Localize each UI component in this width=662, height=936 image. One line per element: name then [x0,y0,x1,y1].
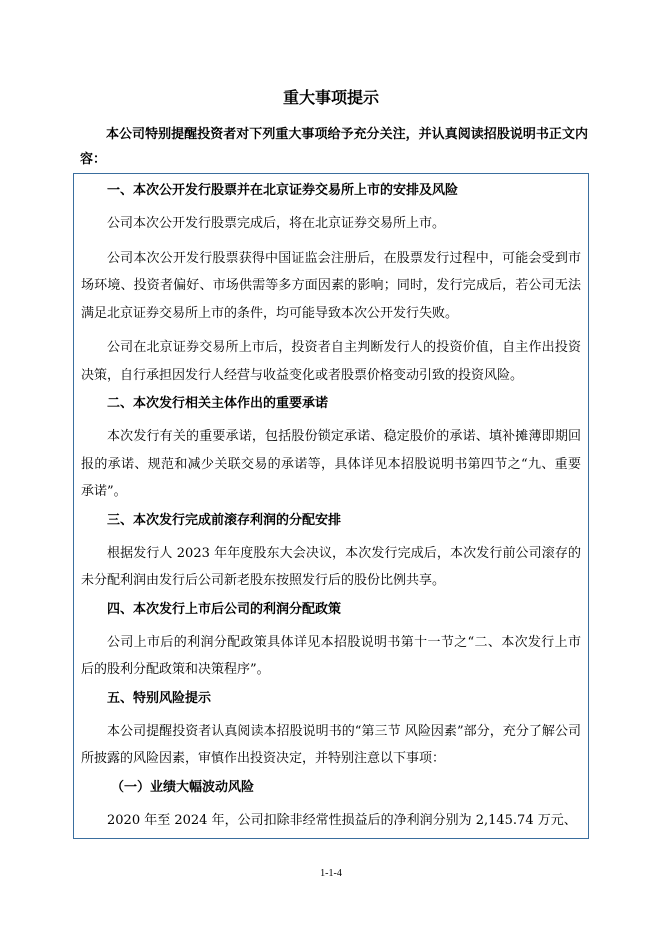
notice-box [73,173,589,839]
section-1-paragraph-3: 公司在北京证券交易所上市后，投资者自主判断发行人的投资价值，自主作出投资决策，自行承担因发行人经营与收益变化或者股票价格变动引致的投资风险。 [81,340,581,383]
section-heading-5: 五、特别风险提示 [107,690,212,706]
subsection-heading: （一）业绩大幅波动风险 [111,779,255,795]
page-number: 1-1-4 [320,868,342,879]
section-4-paragraph-1: 公司上市后的利润分配政策具体详见本招股说明书第十一节之“二、本次发行上市后的股利分配政策和决策程序”。 [81,634,581,677]
section-1-paragraph-1: 公司本次公开发行股票完成后，将在北京证券交易所上市。 [107,216,446,231]
section-3-paragraph-1: 根据发行人 2023 年年度股东大会决议，本次发行完成后，本次发行前公司滚存的未分配利润由发行后公司新老股东按照发行后的股份比例共享。 [81,545,581,588]
page-title: 重大事项提示 [282,88,379,107]
section-5-paragraph-1: 本公司提醒投资者认真阅读本招股说明书的“第三节 风险因素”部分，充分了解公司所披露的风险因素，审慎作出投资决定，并特别注意以下事项： [81,723,581,766]
intro-paragraph: 本公司特别提醒投资者对下列重大事项给予充分关注，并认真阅读招股说明书正文内容： [80,127,588,167]
notice-box-content [81,180,581,839]
section-heading-1: 一、本次公开发行股票并在北京证券交易所上市的安排及风险 [107,183,459,198]
section-heading-2: 二、本次发行相关主体作出的重要承诺 [107,396,329,411]
section-heading-4: 四、本次发行上市后公司的利润分配政策 [107,601,342,617]
section-heading-3: 三、本次发行完成前滚存利润的分配安排 [107,512,342,528]
subsection-paragraph: 2020 年至 2024 年，公司扣除非经常性损益后的净利润分别为 2,145.74 万元、 [107,812,577,828]
section-1-paragraph-2: 公司本次公开发行股票获得中国证监会注册后，在股票发行过程中，可能会受到市场环境、投资者偏好、市场供需等多方面因素的影响；同时，发行完成后，若公司无法满足北京证券交易所上市的条件，均可能导致本次公开发行失败。 [81,250,581,321]
section-2-paragraph-1: 本次发行有关的重要承诺，包括股份锁定承诺、稳定股价的承诺、填补摊薄即期回报的承诺、规范和减少关联交易的承诺等，具体详见本招股说明书第四节之“九、重要承诺”。 [81,429,581,499]
